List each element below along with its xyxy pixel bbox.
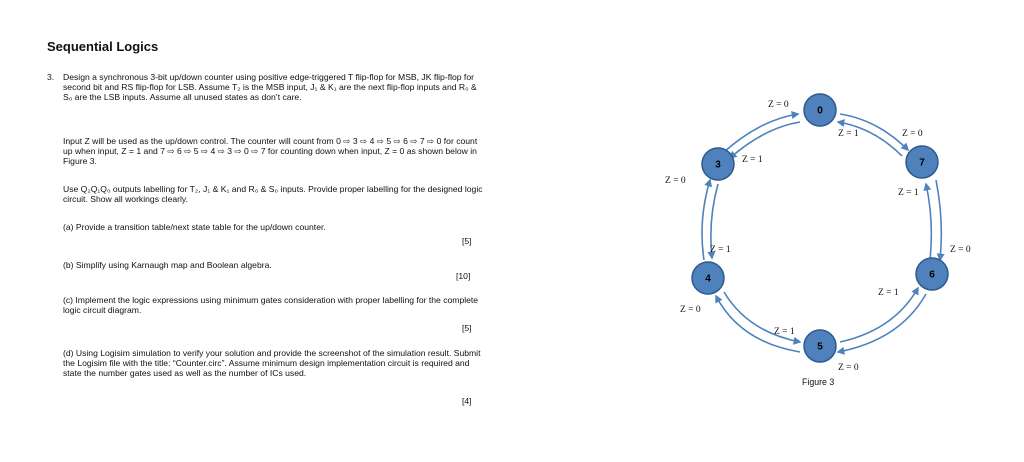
state-label-7: 7 xyxy=(919,157,925,169)
part-b-marks: [10] xyxy=(456,271,471,281)
state-label-6: 6 xyxy=(929,269,935,281)
part-d-marks: [4] xyxy=(462,396,472,406)
question-paragraph-2: Input Z will be used as the up/down control. The counter will count from 0 ⇨ 3 ⇨ 4 ⇨ 5 ⇨ 6 ⇨ 7 ⇨ 0 for count up when input, Z = 1 and 7 ⇨ 6 ⇨ 5 ⇨ 4 ⇨ 3 ⇨ 0 ⇨ 7 for counting down when input, Z = 0 as shown below in Figure 3. xyxy=(63,136,478,167)
page-title: Sequential Logics xyxy=(47,39,159,54)
arrow-7-to-6 xyxy=(936,180,941,260)
label-z1-7-6: Z = 1 xyxy=(898,188,919,198)
part-d-text: (d) Using Logisim simulation to verify your solution and provide the screenshot of the simulation result. Submit the Logisim file with the title: “Counter.circ”. Assume minimum design implementation circuit is required and state the number gates used as well as the number of ICs used. xyxy=(63,348,481,379)
label-z0-4-3: Z = 0 xyxy=(680,305,701,315)
state-diagram xyxy=(640,80,980,400)
label-z1-top: Z = 1 xyxy=(838,129,859,139)
arrow-4-to-3 xyxy=(702,180,710,260)
label-z0-top: Z = 0 xyxy=(768,100,789,110)
arrow-6-to-5 xyxy=(838,294,926,352)
question-number: 3. xyxy=(47,72,55,82)
part-b-text: (b) Simplify using Karnaugh map and Boolean algebra. xyxy=(63,260,272,270)
state-label-5: 5 xyxy=(817,341,823,353)
label-z1-3-0: Z = 1 xyxy=(742,155,763,165)
arrow-0-to-3 xyxy=(730,122,800,158)
arrow-5-to-4 xyxy=(716,296,800,352)
part-c-marks: [5] xyxy=(462,323,472,333)
question-paragraph-1: Design a synchronous 3-bit up/down counter using positive edge-triggered T flip-flop for MSB, JK flip-flop for second bit and RS flip-flop for LSB. Assume T₂ is the MSB input, J₁ & K₁ are the next flip-flop inputs and R₀ & S₀ are the LSB inputs. Assume all unused states as don’t care. xyxy=(63,72,477,103)
part-c-text: (c) Implement the logic expressions using minimum gates consideration with proper labelling for the complete logic circuit diagram. xyxy=(63,295,479,316)
label-z0-7-6: Z = 0 xyxy=(950,245,971,255)
label-z0-3-0: Z = 0 xyxy=(665,176,686,186)
state-label-0: 0 xyxy=(817,105,823,117)
arrow-7-to-0 xyxy=(838,122,902,156)
label-z0-0-7: Z = 0 xyxy=(902,129,923,139)
question-paragraph-3: Use Q₂Q₁Q₀ outputs labelling for T₂, J₁ & K₁ and R₀ & S₀ inputs. Provide proper labelling for the designed logic circuit. Show all workings clearly. xyxy=(63,184,483,205)
label-z1-4-3: Z = 1 xyxy=(710,245,731,255)
state-label-4: 4 xyxy=(705,273,711,285)
label-z1-5-4: Z = 1 xyxy=(774,327,795,337)
arrow-3-to-0 xyxy=(724,114,798,152)
part-a-marks: [5] xyxy=(462,236,472,246)
state-label-3: 3 xyxy=(715,159,721,171)
label-z0-6-5: Z = 0 xyxy=(838,363,859,373)
label-z1-6-5: Z = 1 xyxy=(878,288,899,298)
arrow-6-to-7 xyxy=(926,184,931,260)
figure-caption: Figure 3 xyxy=(802,377,835,387)
part-a-text: (a) Provide a transition table/next state table for the up/down counter. xyxy=(63,222,326,232)
